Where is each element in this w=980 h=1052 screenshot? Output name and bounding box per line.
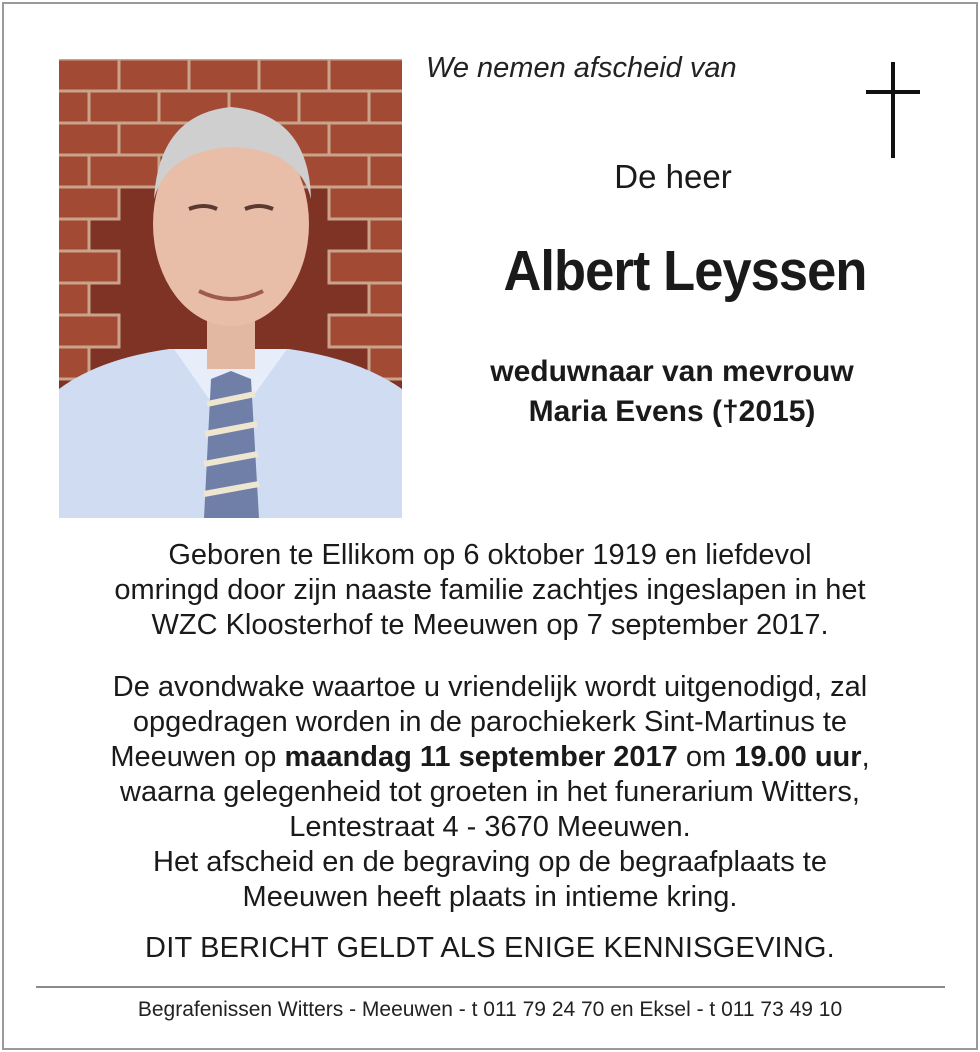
service-line-3-mid: om bbox=[677, 741, 735, 773]
portrait-photo bbox=[59, 59, 402, 518]
honorific: De heer bbox=[614, 158, 732, 195]
deceased-name: Albert Leyssen bbox=[503, 239, 867, 303]
service-line-3 bbox=[40, 740, 940, 775]
service-time: 19.00 uur bbox=[734, 741, 862, 773]
birth-line-1: Geboren te Ellikom op 6 oktober 1919 en liefdevol bbox=[168, 539, 812, 571]
portrait-illustration bbox=[59, 59, 402, 518]
funeral-home-footer: Begrafenissen Witters - Meeuwen - t 011 79 24 70 en Eksel - t 011 73 49 10 bbox=[137, 998, 843, 1021]
service-line-2: opgedragen worden in de parochiekerk Sint-Martinus te bbox=[132, 706, 848, 738]
birth-line-2: omringd door zijn naaste familie zachtjes ingeslapen in het bbox=[114, 574, 866, 606]
footer-divider bbox=[36, 986, 945, 988]
service-line-4: waarna gelegenheid tot groeten in het funerarium Witters, bbox=[120, 776, 860, 808]
service-line-5: Lentestraat 4 - 3670 Meeuwen. bbox=[289, 811, 691, 843]
cross-icon bbox=[862, 62, 924, 158]
service-date: maandag 11 september 2017 bbox=[284, 741, 678, 773]
service-line-1: De avondwake waartoe u vriendelijk wordt uitgenodigd, zal bbox=[112, 671, 868, 703]
spouse-line-2: Maria Evens (†2015) bbox=[528, 395, 816, 428]
birth-line-3: WZC Kloosterhof te Meeuwen op 7 september 2017. bbox=[151, 609, 829, 641]
service-line-3-pre: Meeuwen op bbox=[110, 741, 285, 773]
intro-text: We nemen afscheid van bbox=[426, 52, 737, 84]
notice-text: DIT BERICHT GELDT ALS ENIGE KENNISGEVING. bbox=[145, 932, 835, 964]
service-line-6: Het afscheid en de begraving op de begraafplaats te bbox=[153, 846, 827, 878]
spouse-info bbox=[440, 352, 904, 432]
service-line-3-post: , bbox=[861, 741, 870, 773]
service-paragraph bbox=[40, 670, 940, 915]
service-line-7: Meeuwen heeft plaats in intieme kring. bbox=[242, 881, 738, 913]
spouse-line-1: weduwnaar van mevrouw bbox=[490, 355, 854, 388]
birth-paragraph bbox=[40, 538, 940, 643]
